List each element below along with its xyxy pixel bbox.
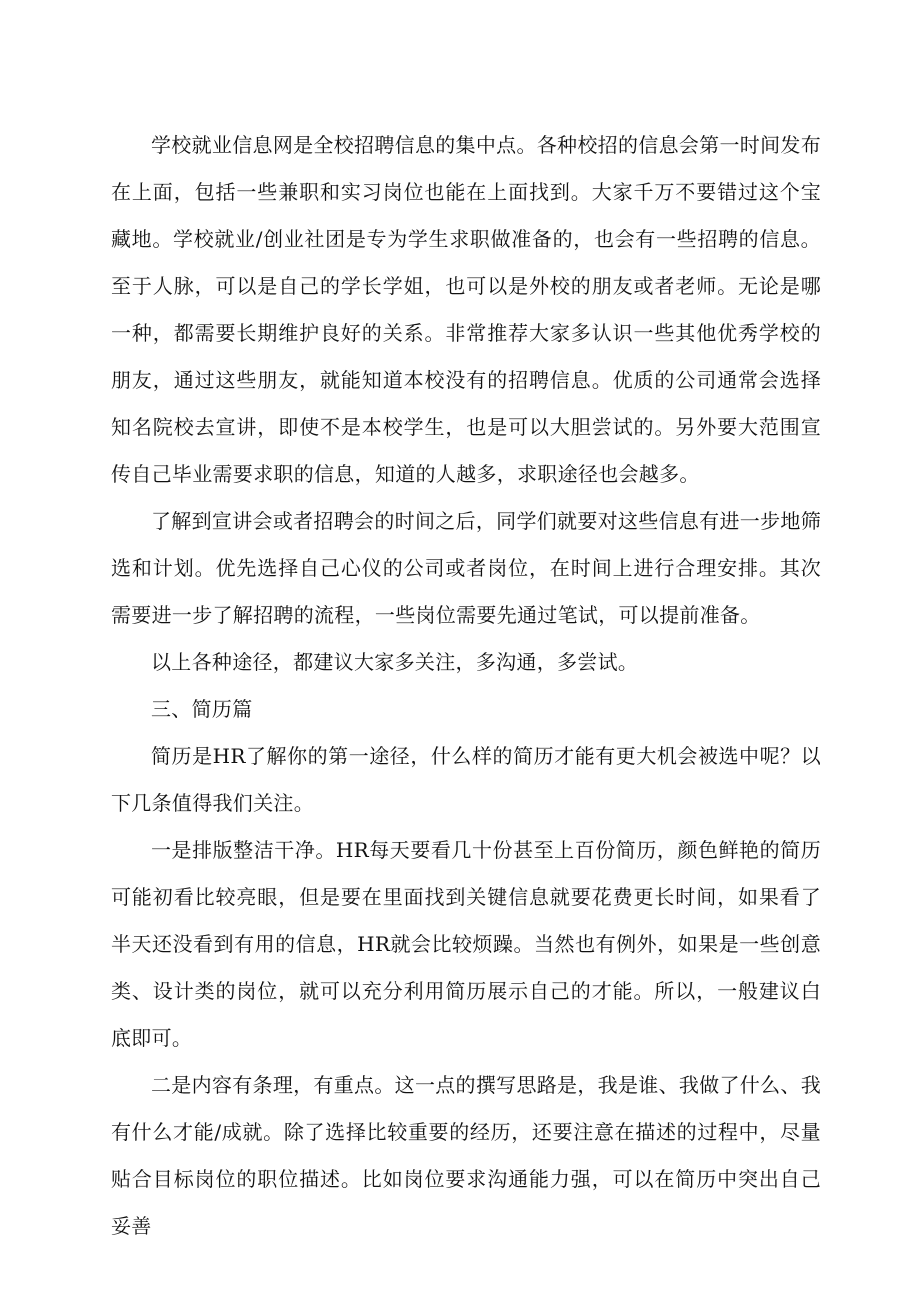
section-heading-resume: 三、简历篇 (151, 697, 253, 721)
paragraph-content-tip: 二是内容有条理，有重点。这一点的撰写思路是，我是谁、我做了什么、我有什么才能/成就。除了选择比较重要的经历，还要注意在描述的过程中，尽量贴合目标岗位的职位描述。比如岗位要求沟通能力强，可以在简历中突出自己妥善 (111, 1073, 821, 1238)
paragraph-recruitment-channels: 学校就业信息网是全校招聘信息的集中点。各种校招的信息会第一时间发布在上面，包括一些兼职和实习岗位也能在上面找到。大家千万不要错过这个宝藏地。学校就业/创业社团是专为学生求职做准备的，也会有一些招聘的信息。至于人脉，可以是自己的学长学姐，也可以是外校的朋友或者老师。无论是哪一种，都需要长期维护良好的关系。非常推荐大家多认识一些其他优秀学校的朋友，通过这些朋友，就能知道本校没有的招聘信息。优质的公司通常会选择知名院校去宣讲，即使不是本校学生，也是可以大胆尝试的。另外要大范围宣传自己毕业需要求职的信息，知道的人越多，求职途径也会越多。 (111, 133, 821, 486)
paragraph-layout-tip: 一是排版整洁干净。HR每天要看几十份甚至上百份简历，颜色鲜艳的简历可能初看比较亮眼，但是要在里面找到关键信息就要花费更长时间，如果看了半天还没看到有用的信息，HR就会比较烦躁。当然也有例外，如果是一些创意类、设计类的岗位，就可以充分利用简历展示自己的才能。所以，一般建议白底即可。 (111, 838, 821, 1050)
paragraph-resume-intro: 简历是HR了解你的第一途径，什么样的简历才能有更大机会被选中呢？以下几条值得我们关注。 (111, 744, 821, 815)
document-body (111, 122, 821, 1250)
paragraph-summary: 以上各种途径，都建议大家多关注，多沟通，多尝试。 (151, 650, 639, 674)
paragraph-schedule-planning: 了解到宣讲会或者招聘会的时间之后，同学们就要对这些信息有进一步地筛选和计划。优先选择自己心仪的公司或者岗位，在时间上进行合理安排。其次需要进一步了解招聘的流程，一些岗位需要先通过笔试，可以提前准备。 (111, 509, 821, 627)
